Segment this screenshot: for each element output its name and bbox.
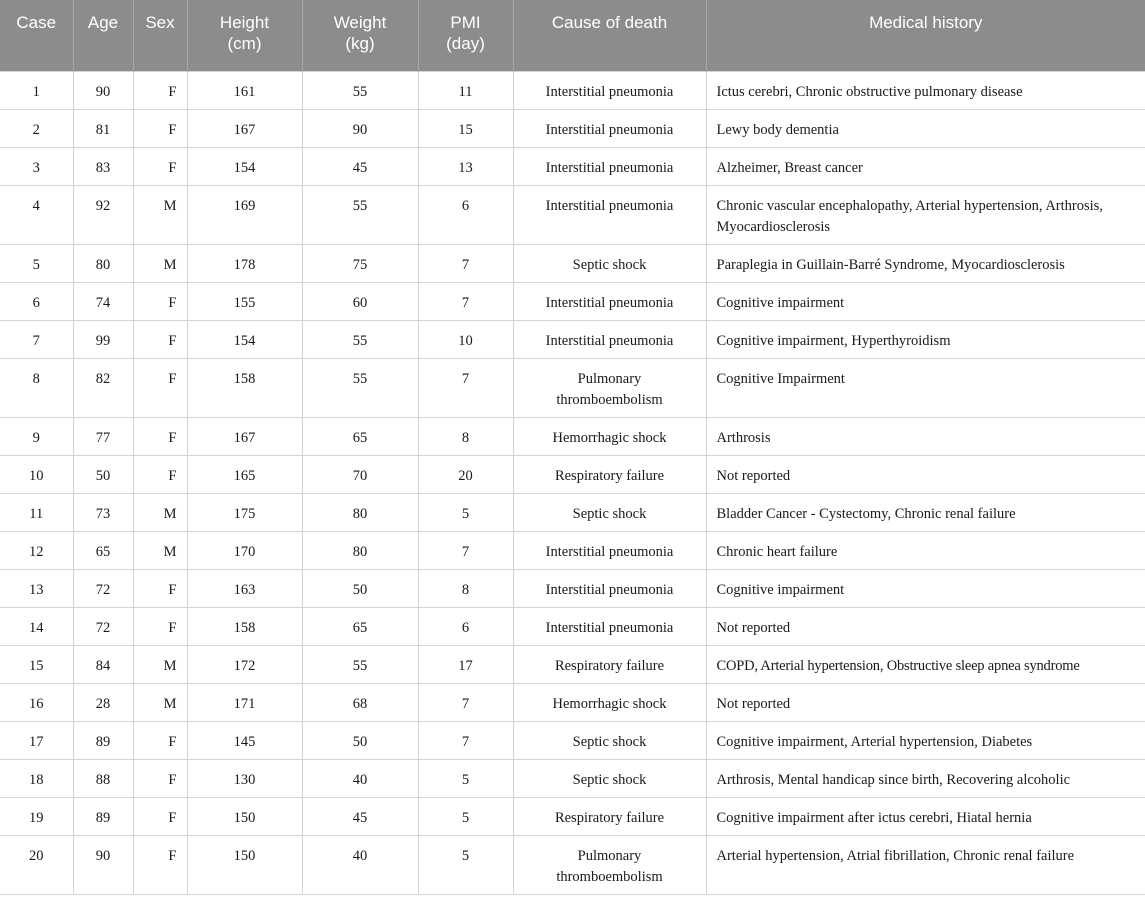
- cell-history: Arthrosis: [706, 417, 1145, 455]
- cell-case: 1: [0, 71, 73, 109]
- cell-height: 158: [187, 358, 302, 417]
- table-row: [0, 569, 1145, 607]
- cell-case: 20: [0, 835, 73, 894]
- cell-pmi: 8: [418, 569, 513, 607]
- cell-cause: Hemorrhagic shock: [513, 683, 706, 721]
- cell-height: 130: [187, 759, 302, 797]
- cell-weight: 55: [302, 71, 418, 109]
- cell-case: 14: [0, 607, 73, 645]
- table-row: [0, 683, 1145, 721]
- cell-weight: 90: [302, 109, 418, 147]
- cell-history: Bladder Cancer - Cystectomy, Chronic renal failure: [706, 493, 1145, 531]
- header-height-unit: (cm): [227, 34, 262, 53]
- cell-pmi: 7: [418, 358, 513, 417]
- cell-history: Cognitive impairment, Hyperthyroidism: [706, 320, 1145, 358]
- cell-sex: M: [133, 493, 187, 531]
- cell-weight: 70: [302, 455, 418, 493]
- cell-sex: F: [133, 109, 187, 147]
- cell-height: 150: [187, 797, 302, 835]
- cell-height: 154: [187, 320, 302, 358]
- cell-weight: 60: [302, 282, 418, 320]
- cell-cause: Septic shock: [513, 244, 706, 282]
- cell-cause: Interstitial pneumonia: [513, 320, 706, 358]
- cell-height: 175: [187, 493, 302, 531]
- header-height-label: Height: [219, 13, 270, 32]
- table-row: [0, 358, 1145, 417]
- cell-pmi: 20: [418, 455, 513, 493]
- cell-history: Not reported: [706, 455, 1145, 493]
- cell-height: 145: [187, 721, 302, 759]
- cell-pmi: 7: [418, 683, 513, 721]
- cell-height: 161: [187, 71, 302, 109]
- cell-weight: 50: [302, 569, 418, 607]
- cell-age: 89: [73, 721, 133, 759]
- cell-weight: 40: [302, 835, 418, 894]
- cell-case: 5: [0, 244, 73, 282]
- cell-sex: F: [133, 721, 187, 759]
- cell-age: 77: [73, 417, 133, 455]
- cell-cause: Interstitial pneumonia: [513, 147, 706, 185]
- cell-age: 92: [73, 185, 133, 244]
- cell-height: 154: [187, 147, 302, 185]
- cell-history: Not reported: [706, 607, 1145, 645]
- cell-weight: 80: [302, 531, 418, 569]
- cell-history: Paraplegia in Guillain-Barré Syndrome, Myocardiosclerosis: [706, 244, 1145, 282]
- cell-cause: Interstitial pneumonia: [513, 569, 706, 607]
- table-row: [0, 645, 1145, 683]
- cell-case: 3: [0, 147, 73, 185]
- cell-weight: 55: [302, 185, 418, 244]
- table-row: [0, 721, 1145, 759]
- cell-cause: Hemorrhagic shock: [513, 417, 706, 455]
- cell-sex: F: [133, 417, 187, 455]
- cell-history: Chronic vascular encephalopathy, Arterial hypertension, Arthrosis, Myocardiosclerosis: [706, 185, 1145, 244]
- cell-weight: 65: [302, 417, 418, 455]
- table-row: [0, 455, 1145, 493]
- cell-weight: 80: [302, 493, 418, 531]
- cell-height: 165: [187, 455, 302, 493]
- cell-sex: F: [133, 835, 187, 894]
- cell-history: Arthrosis, Mental handicap since birth, Recovering alcoholic: [706, 759, 1145, 797]
- cell-age: 90: [73, 835, 133, 894]
- cell-weight: 45: [302, 797, 418, 835]
- cell-weight: 50: [302, 721, 418, 759]
- cell-history: COPD, Arterial hypertension, Obstructive sleep apnea syndrome: [706, 645, 1145, 683]
- header-history: Medical history: [706, 0, 1145, 71]
- cell-sex: F: [133, 147, 187, 185]
- cell-history: Cognitive impairment, Arterial hypertension, Diabetes: [706, 721, 1145, 759]
- cell-weight: 65: [302, 607, 418, 645]
- cell-pmi: 6: [418, 185, 513, 244]
- cell-cause: Interstitial pneumonia: [513, 109, 706, 147]
- table-row: [0, 417, 1145, 455]
- header-pmi-unit: (day): [446, 34, 485, 53]
- cell-cause: Pulmonary thromboembolism: [513, 358, 706, 417]
- header-height: [187, 0, 302, 71]
- cell-pmi: 7: [418, 531, 513, 569]
- table-row: [0, 185, 1145, 244]
- header-weight-unit: (kg): [345, 34, 375, 53]
- cell-sex: F: [133, 759, 187, 797]
- cell-pmi: 7: [418, 282, 513, 320]
- cell-sex: M: [133, 244, 187, 282]
- cell-case: 11: [0, 493, 73, 531]
- cell-case: 12: [0, 531, 73, 569]
- cell-age: 99: [73, 320, 133, 358]
- cell-history: Arterial hypertension, Atrial fibrillation, Chronic renal failure: [706, 835, 1145, 894]
- cell-sex: F: [133, 282, 187, 320]
- cell-age: 80: [73, 244, 133, 282]
- cell-cause: Respiratory failure: [513, 645, 706, 683]
- cell-pmi: 7: [418, 244, 513, 282]
- cell-pmi: 8: [418, 417, 513, 455]
- cell-cause: Pulmonary thromboembolism: [513, 835, 706, 894]
- cell-weight: 45: [302, 147, 418, 185]
- cell-height: 163: [187, 569, 302, 607]
- cell-cause: Respiratory failure: [513, 797, 706, 835]
- cell-height: 170: [187, 531, 302, 569]
- table-body: [0, 71, 1145, 894]
- table-row: [0, 320, 1145, 358]
- table-row: [0, 835, 1145, 894]
- cell-sex: F: [133, 71, 187, 109]
- cell-case: 9: [0, 417, 73, 455]
- cell-pmi: 7: [418, 721, 513, 759]
- cell-pmi: 5: [418, 835, 513, 894]
- cell-pmi: 15: [418, 109, 513, 147]
- cell-cause: Interstitial pneumonia: [513, 531, 706, 569]
- cell-case: 7: [0, 320, 73, 358]
- cell-cause: Septic shock: [513, 759, 706, 797]
- cell-pmi: 5: [418, 759, 513, 797]
- cell-age: 65: [73, 531, 133, 569]
- cell-height: 169: [187, 185, 302, 244]
- cell-sex: M: [133, 683, 187, 721]
- header-pmi-label: PMI: [450, 13, 481, 32]
- cell-history: Cognitive impairment: [706, 282, 1145, 320]
- cell-history: Cognitive impairment: [706, 569, 1145, 607]
- cell-sex: F: [133, 607, 187, 645]
- cell-sex: F: [133, 358, 187, 417]
- cell-sex: F: [133, 797, 187, 835]
- table-row: [0, 493, 1145, 531]
- cell-cause: Interstitial pneumonia: [513, 607, 706, 645]
- cell-cause: Interstitial pneumonia: [513, 71, 706, 109]
- cell-case: 8: [0, 358, 73, 417]
- cell-case: 4: [0, 185, 73, 244]
- table-row: [0, 282, 1145, 320]
- cell-age: 72: [73, 569, 133, 607]
- cell-age: 50: [73, 455, 133, 493]
- header-sex: Sex: [133, 0, 187, 71]
- cell-age: 72: [73, 607, 133, 645]
- cell-history: Not reported: [706, 683, 1145, 721]
- cell-age: 89: [73, 797, 133, 835]
- table-row: [0, 759, 1145, 797]
- cell-weight: 40: [302, 759, 418, 797]
- header-case: Case: [0, 0, 73, 71]
- cell-case: 18: [0, 759, 73, 797]
- cell-case: 13: [0, 569, 73, 607]
- cell-weight: 55: [302, 358, 418, 417]
- cell-history: Cognitive Impairment: [706, 358, 1145, 417]
- table-row: [0, 244, 1145, 282]
- cell-cause: Septic shock: [513, 493, 706, 531]
- table-row: [0, 147, 1145, 185]
- cell-height: 167: [187, 109, 302, 147]
- header-age: Age: [73, 0, 133, 71]
- cell-case: 10: [0, 455, 73, 493]
- table-row: [0, 109, 1145, 147]
- cell-case: 15: [0, 645, 73, 683]
- cell-history: Chronic heart failure: [706, 531, 1145, 569]
- cell-pmi: 5: [418, 797, 513, 835]
- table-row: [0, 607, 1145, 645]
- cell-cause: Interstitial pneumonia: [513, 185, 706, 244]
- cell-age: 82: [73, 358, 133, 417]
- cell-case: 19: [0, 797, 73, 835]
- cell-cause: Respiratory failure: [513, 455, 706, 493]
- cell-history: Ictus cerebri, Chronic obstructive pulmonary disease: [706, 71, 1145, 109]
- cell-cause: Interstitial pneumonia: [513, 282, 706, 320]
- cell-age: 28: [73, 683, 133, 721]
- cell-history: Lewy body dementia: [706, 109, 1145, 147]
- cell-weight: 55: [302, 645, 418, 683]
- cell-sex: M: [133, 185, 187, 244]
- cell-height: 171: [187, 683, 302, 721]
- table-header: [0, 0, 1145, 71]
- cell-age: 74: [73, 282, 133, 320]
- cell-height: 150: [187, 835, 302, 894]
- cell-sex: M: [133, 645, 187, 683]
- cell-cause: Septic shock: [513, 721, 706, 759]
- table-row: [0, 531, 1145, 569]
- cell-height: 178: [187, 244, 302, 282]
- cell-pmi: 17: [418, 645, 513, 683]
- cell-case: 2: [0, 109, 73, 147]
- cell-pmi: 5: [418, 493, 513, 531]
- header-weight-label: Weight: [333, 13, 387, 32]
- cell-sex: M: [133, 531, 187, 569]
- cell-height: 155: [187, 282, 302, 320]
- header-cause: Cause of death: [513, 0, 706, 71]
- cell-case: 17: [0, 721, 73, 759]
- cell-age: 88: [73, 759, 133, 797]
- cell-pmi: 11: [418, 71, 513, 109]
- cell-pmi: 10: [418, 320, 513, 358]
- cell-height: 158: [187, 607, 302, 645]
- cell-pmi: 13: [418, 147, 513, 185]
- cell-height: 167: [187, 417, 302, 455]
- cell-age: 83: [73, 147, 133, 185]
- table-row: [0, 71, 1145, 109]
- header-weight: [302, 0, 418, 71]
- table-row: [0, 797, 1145, 835]
- cell-sex: F: [133, 320, 187, 358]
- cell-age: 81: [73, 109, 133, 147]
- cell-history: Alzheimer, Breast cancer: [706, 147, 1145, 185]
- cell-weight: 68: [302, 683, 418, 721]
- cell-height: 172: [187, 645, 302, 683]
- cell-sex: F: [133, 455, 187, 493]
- cell-age: 73: [73, 493, 133, 531]
- cell-case: 6: [0, 282, 73, 320]
- header-pmi: [418, 0, 513, 71]
- cell-history: Cognitive impairment after ictus cerebri, Hiatal hernia: [706, 797, 1145, 835]
- cell-weight: 55: [302, 320, 418, 358]
- cell-case: 16: [0, 683, 73, 721]
- cell-pmi: 6: [418, 607, 513, 645]
- cell-sex: F: [133, 569, 187, 607]
- cell-age: 84: [73, 645, 133, 683]
- cell-age: 90: [73, 71, 133, 109]
- cell-weight: 75: [302, 244, 418, 282]
